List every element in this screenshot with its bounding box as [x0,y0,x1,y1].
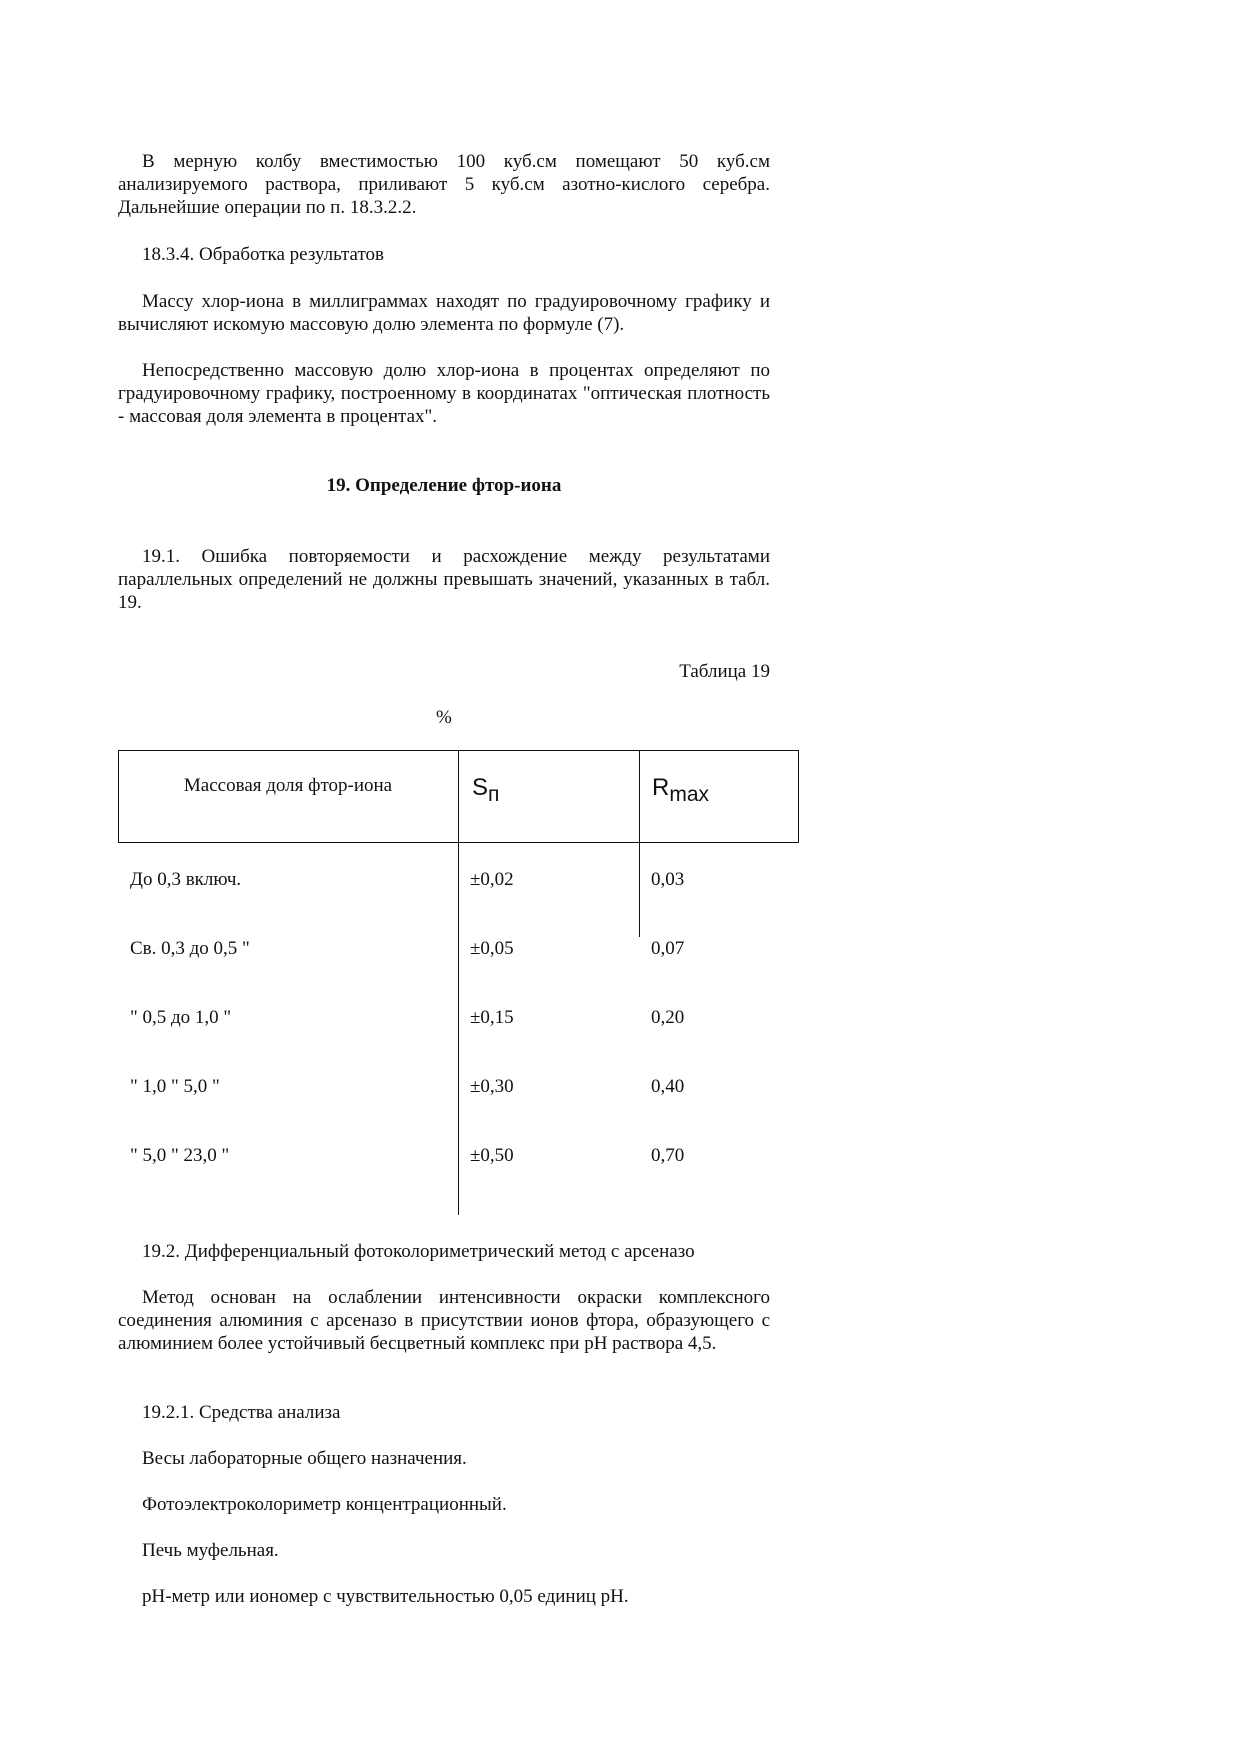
header-mass-fraction: Массовая доля фтор-иона [183,775,393,796]
row-range: " 1,0 " 5,0 " [130,1076,220,1097]
item-scales: Весы лабораторные общего назначения. [142,1448,467,1469]
paragraph-method-chlorine: В мерную колбу вместимостью 100 куб.см помещают 50 куб.см анализируемого раствора, приливают 5 куб.см азотно-кислого серебра. Дальнейшие операции по п. 18.3.2.2. [118,151,770,218]
subsection-19-2: 19.2. Дифференциальный фотоколориметрический метод с арсеназо [142,1241,695,1262]
item-muffle-furnace: Печь муфельная. [142,1540,279,1561]
row-range: До 0,3 включ. [130,869,242,890]
row-range: Св. 0,3 до 0,5 " [130,938,250,959]
paragraph-method-basis: Метод основан на ослаблении интенсивности окраски комплексного соединения алюминия с арсеназо в присутствии ионов фтора, образующего с алюминием более устойчивый бесцветный комплекс при pH раствора 4,5. [118,1287,770,1354]
table-caption: Таблица 19 [679,661,770,682]
row-range: " 0,5 до 1,0 " [130,1007,232,1028]
row-s: ±0,15 [470,1007,514,1028]
header-s [472,774,500,806]
row-r: 0,20 [651,1007,685,1028]
header-s-symbol: S [472,774,489,801]
item-ph-meter: pH-метр или иономер с чувствительностью 0,05 единиц pH. [142,1586,629,1607]
row-s: ±0,05 [470,938,514,959]
paragraph-chlorine-mass: Массу хлор-иона в миллиграммах находят по градуировочному графику и вычисляют искомую массовую долю элемента по формуле (7). [118,291,770,335]
table-divider-2 [639,750,640,937]
row-r: 0,40 [651,1076,685,1097]
row-r: 0,70 [651,1145,685,1166]
paragraph-19-1: 19.1. Ошибка повторяемости и расхождение между результатами параллельных определений не должны превышать значений, указанных в табл. 19. [118,546,770,613]
paragraph-chlorine-direct: Непосредственно массовую долю хлор-иона в процентах определяют по градуировочному графику, построенному в координатах "оптическая плотность - массовая доля элемента в процентах". [118,360,770,427]
row-range: " 5,0 " 23,0 " [130,1145,230,1166]
header-r-subscript: max [669,783,710,806]
row-r: 0,07 [651,938,685,959]
header-r [652,774,710,806]
header-s-subscript: п [488,783,500,806]
subsection-19-2-1: 19.2.1. Средства анализа [142,1402,341,1423]
table-divider-1 [458,750,459,1215]
item-photocolorimeter: Фотоэлектроколориметр концентрационный. [142,1494,507,1515]
header-r-symbol: R [652,774,670,801]
row-r: 0,03 [651,869,685,890]
row-s: ±0,30 [470,1076,514,1097]
section-heading-19: 19. Определение фтор-иона [326,475,562,496]
table-unit: % [436,707,452,728]
row-s: ±0,02 [470,869,514,890]
subsection-18-3-4: 18.3.4. Обработка результатов [142,244,385,265]
row-s: ±0,50 [470,1145,514,1166]
